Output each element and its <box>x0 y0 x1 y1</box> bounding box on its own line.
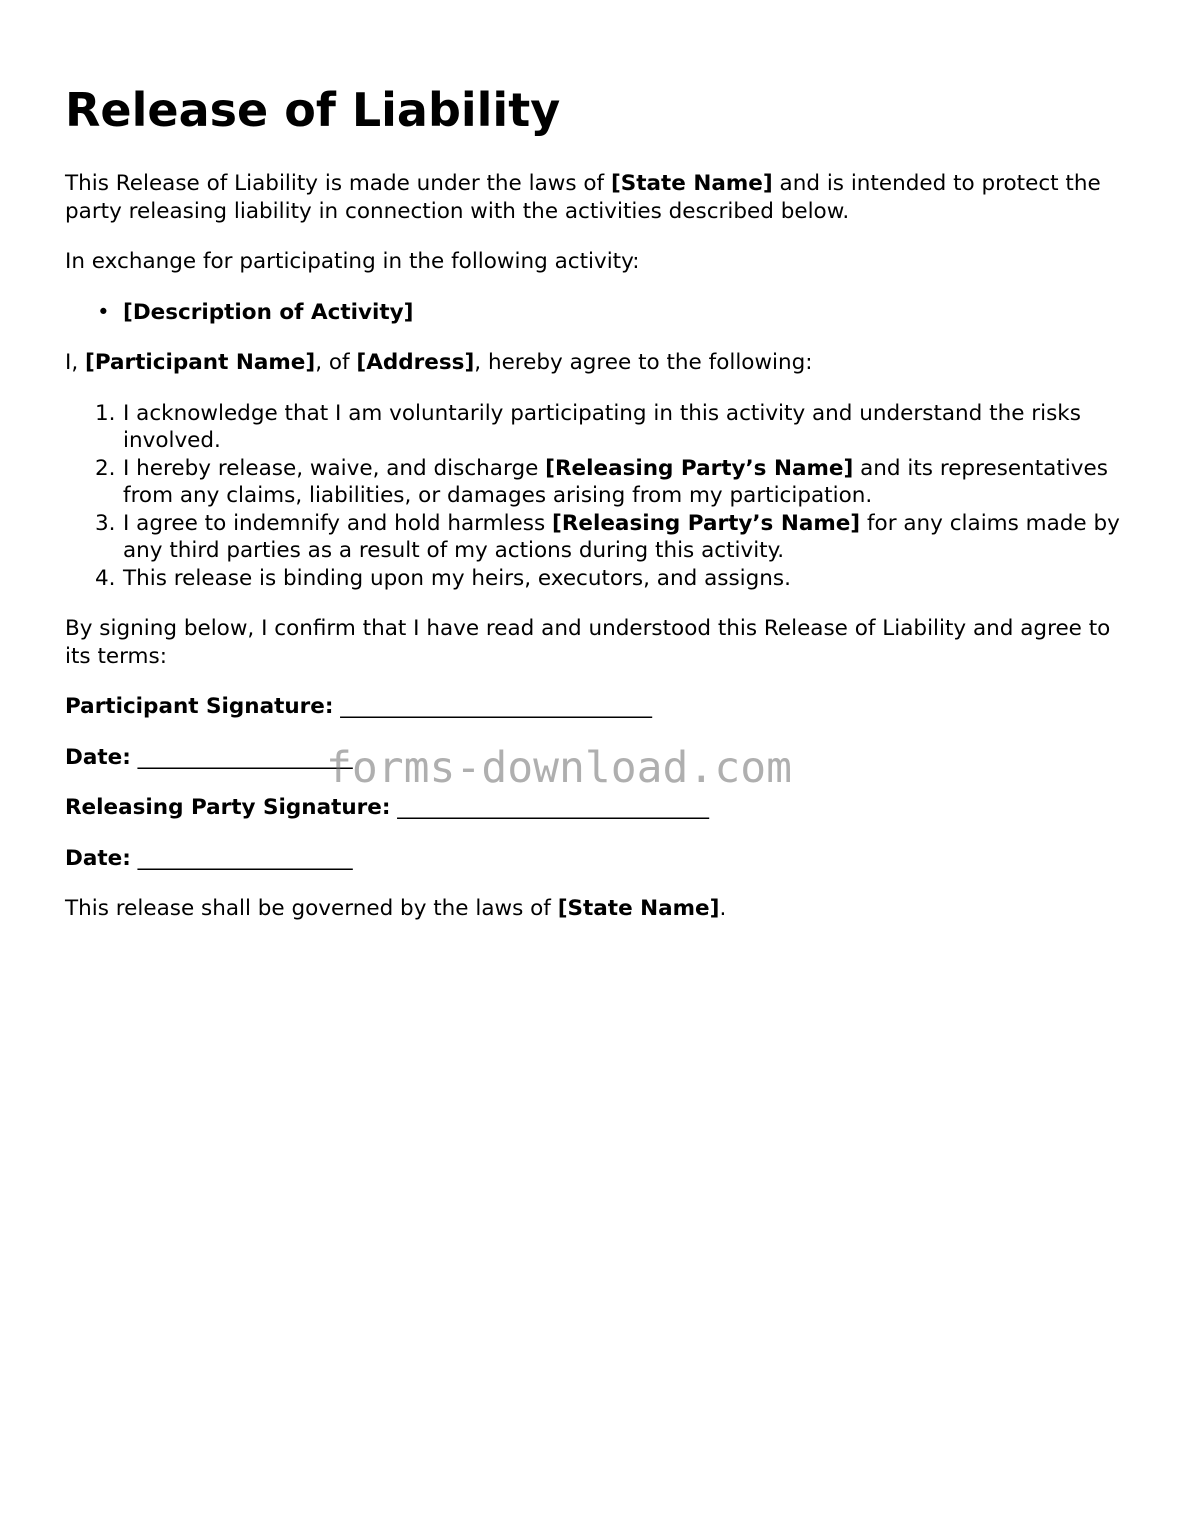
activity-description: [Description of Activity] <box>123 299 414 325</box>
participant-name: [Participant Name] <box>85 350 316 375</box>
document-page <box>65 78 1135 923</box>
confirm-paragraph: By signing below, I confirm that I have read and understood this Release of Liability and agree to its terms: <box>65 616 1111 669</box>
term-releasing-party: [Releasing Party’s Name] <box>545 455 854 481</box>
intro-paragraph <box>65 170 1135 225</box>
term-text-before: I hereby release, waive, and discharge <box>123 455 546 481</box>
governing-text-before: This release shall be governed by the laws of <box>65 896 558 921</box>
term-number: 2. <box>95 455 116 481</box>
releasing-signature-field[interactable]: _____________________________ <box>397 795 710 820</box>
participant-signature-line <box>65 693 1135 721</box>
term-item <box>65 455 1135 510</box>
document-title: Release of Liability <box>65 83 561 137</box>
term-text-after: and its representatives from any claims, liabilities, or damages arising from my participation. <box>123 455 1108 508</box>
terms-list <box>65 400 1135 593</box>
term-text-before: I agree to indemnify and hold harmless <box>123 510 553 536</box>
participant-address: [Address] <box>356 350 475 375</box>
term-releasing-party: [Releasing Party’s Name] <box>552 510 861 536</box>
governing-text-after: . <box>719 896 727 921</box>
releasing-signature-label: Releasing Party Signature: <box>65 795 391 820</box>
releasing-date-label: Date: <box>65 845 131 871</box>
watermark: forms-download.com <box>326 743 792 793</box>
governing-paragraph <box>65 895 1135 923</box>
activity-item <box>97 299 1135 327</box>
participant-signature-field[interactable]: _____________________________ <box>340 694 653 719</box>
intro-text-after: and is intended to protect the party releasing liability in connection with the activities described below. <box>65 171 1101 224</box>
participant-paragraph <box>65 349 1135 377</box>
term-item <box>65 510 1135 565</box>
releasing-date-line <box>65 845 1135 873</box>
participant-suffix: , hereby agree to the following: <box>474 350 813 375</box>
activity-list <box>65 299 1135 327</box>
term-number: 4. <box>95 565 116 591</box>
intro-text-before: This Release of Liability is made under the laws of <box>65 171 611 196</box>
releasing-signature-line <box>65 794 1135 822</box>
term-text-before: I acknowledge that I am voluntarily participating in this activity and understand the risks involved. <box>123 400 1081 453</box>
releasing-date-field[interactable]: ____________________ <box>137 845 353 871</box>
term-text-after: for any claims made by any third parties as a result of my actions during this activity. <box>123 510 1120 563</box>
participant-prefix: I, <box>65 350 86 375</box>
intro-state-name: [State Name] <box>610 171 773 196</box>
term-text-before: This release is binding upon my heirs, executors, and assigns. <box>123 565 791 591</box>
term-item <box>65 400 1135 455</box>
participant-date-label: Date: <box>65 744 131 770</box>
governing-state-name: [State Name] <box>557 896 720 921</box>
participant-mid: , of <box>315 350 357 375</box>
term-number: 1. <box>95 400 116 426</box>
exchange-paragraph: In exchange for participating in the following activity: <box>65 249 640 274</box>
term-number: 3. <box>95 510 116 536</box>
participant-date-field[interactable]: ____________________ <box>137 744 353 770</box>
participant-signature-label: Participant Signature: <box>65 694 334 719</box>
term-item <box>65 565 1135 593</box>
